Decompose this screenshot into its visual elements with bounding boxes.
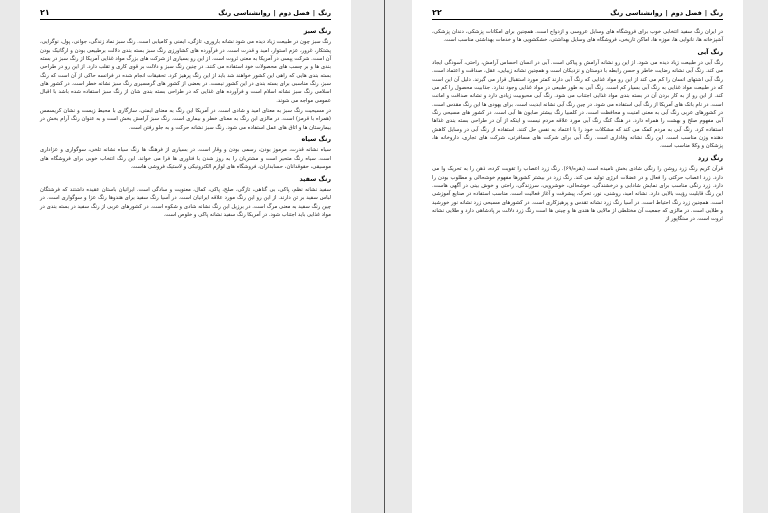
section-heading: رنگ سبز bbox=[303, 28, 331, 35]
page-gutter bbox=[384, 0, 385, 513]
running-head bbox=[40, 8, 331, 20]
running-head bbox=[432, 8, 723, 20]
header-book: روانشناسی رنگ bbox=[610, 9, 663, 17]
paragraph: سفید نشانه نظم، پاکی، بی گناهی، تازگی، صلح، پاکی، کمال، معنویت و سادگی است. ایرانیان باستان عقیده داشتند که فرشتگان لباس سفید بر تن دارند. از این رو این رنگ مورد علاقه ایرانیان است. در آسیا رنگ سفید برای هندوها رنگ عزا و سوگواری است. در چین رنگ سفید به معنی مرگ است. در برزیل این رنگ نشانه شادی و شکوه است. در کشورهای عربی از رنگ سفید در بسته بندی در مواد غذایی باید اجتناب شود. در آمریکا رنگ سفید نشانه پاکی و خلوص است. bbox=[40, 186, 331, 218]
header-section: رنگ bbox=[318, 9, 331, 17]
page-number: ۲۲ bbox=[432, 8, 442, 17]
paragraph: سیاه نشانه قدرت، مرموز بودن، رسمی بودن و وقار است. در بسیاری از فرهنگ ها رنگ سیاه نشانه تلخی، سوگواری و عزاداری است. سیاه رنگ متحیر است و مشتریان را به روز شدن با فناوری ها فرا می خواند. این رنگ انتخاب خوبی برای فروشگاه های موسیقی، حقوقدانان، حسابداران، فروشگاه های لوازم الکترونیکی و لاستیک فروشی هاست. bbox=[40, 147, 331, 171]
header-chapter: فصل دوم bbox=[278, 9, 310, 17]
left-page bbox=[20, 0, 351, 513]
paragraph: در مسیحیت رنگ سبز به معنای امید و شادی است. در آمریکا این رنگ به معنای ایمنی، سازگاری با محیط زیست و نشان کریسمس (همراه با قرمز) است. در مالزی این رنگ به معنای خطر و بیماری است. رنگ سبز آرامش بخش است و به عنوان رنگ آرام بخش در بیمارستان ها و اتاق های عمل استفاده می شود. رنگ سبز نشانه حرکت و به جلو رفتن است. bbox=[40, 108, 331, 131]
paragraph: قرآن کریم رنگ زرد روشن را رنگی شادی بخش نامیده است (بقره/۶۹). رنگ زرد اعصاب را تقویت کرده، ذهن را به تحریک وا می دارد. زرد اعصاب حرکتی را فعال و در عضلات انرژی تولید می کند. رنگ زرد در بیشتر کشورها مفهوم خوشحالی و مطلوب بودن را دارد. زرد رنگی مناسب برای نمایش شادابی و درخشندگی، خوشحالی، خوشرویی، سرزندگی، راحتی و خوش بینی در آگهی هاست. این رنگ قابلیت رؤیت بالایی دارد. نشانه امید، روشنی، نور، تحرک، پیشرفت و آغاز فعالیت است. مناسب استفاده در صنایع آموزشی است. همچنین زرد رنگ احتیاط است. در آسیا رنگ زرد نشانه تقدس و پرهیزکاری است. در کشورهای مسیحی زرد نشانه نور خورشید و طلایی است. در مالزی که جمعیت آن مختلطی از مالایی ها هندی ها و چینی ها است رنگ زرد دلالت بر پادشاهی دارد و طلایی نشانه ثروت است. در سنگاپور از bbox=[432, 166, 723, 223]
page-body bbox=[432, 28, 723, 224]
header-book: روانشناسی رنگ bbox=[218, 9, 271, 17]
section-heading: رنگ سفید bbox=[299, 175, 331, 183]
header-title: رنگ|فصل دوم|روانشناسی رنگ bbox=[610, 9, 723, 17]
header-chapter: فصل دوم bbox=[670, 9, 702, 17]
paragraph: رنگ سبز چون در طبیعت زیاد دیده می شود نشانه باروری، تازگی، ایمنی و کامیابی است. رنگ سبز نماد زندگی، جوانی، پول، نوگرایی، پشتکار، غرور، عزم استوار، امید و قدرت است. در فرآورده های کشاورزی رنگ سبز بسته بندی دلالت برطبیعی بودن و ارگانیک بودن آن است. شرکت پپسی در آمریکا به معنی ثروت است. از این رو بسیاری از شرکت های بزرگ مواد غذایی آمریکا از رنگ سبز در بسته بندی ها و بر چسب های محصولات خود استفاده می کنند. در چنین رنگ سبز و دلالت بر قوی کاری و تقلب دارد. از این رو در طراحی بسته بندی هایی که راهی این کشور خواهند شد باید از این رنگ پرهیز کرد. تحقیقات انجام شده در فرانسه حاکی از آن است که رنگ سبز، رنگ مناسبی برای بسته بندی در این کشور نیست. در بعضی از کشور های گرمسیری رنگ سبز نشانه خطر است. در کشور های اسلامی رنگ سبز نشانه اسلام است و فرآورده های غذایی که در طراحی بسته بندی شان از رنگ سبز استفاده شده باشد با اقبال عمومی مواجه می شوند. bbox=[40, 39, 331, 104]
paragraph: رنگ آبی در طبیعت زیاد دیده می شود. از این رو نشانه آرامش و پیاکی است. آبی در انسان احساس آرامش، راحتی، آسودگی ایجاد می کند. رنگ آبی نشانه رضایت خاطر و حسن رابطه با دوستان و نزدیکان است و همچنین نشانه زیبایی، عقل، صداقت و اعتماد است. رنگ آبی اشتهای انسان را کم می کند از این رو مواد غذایی که رنگ آبی دارند کمتر مورد استقبال قرار می گیرند. دلیل آن این است که در طبیعت مواد غذایی به رنگ آبی بسیار کم است. رنگ آبی به طور طبیعی در مواد غذایی وجود ندارد. جذابیت محصول را کم می کند. از این رو از به کار بردن آن در بسته بندی مواد غذایی اجتناب می شود. رنگ آبی محبوبیت زیادی دارد و نشانه صداقت و امانت است. در نام بانک های آمریکا از رنگ آبی استفاده می شود. در چین رنگ آبی نشانه ابدیت است. برای یهودی ها این رنگ مقدس است. در کشورهای عربی رنگ آبی به معنی امنیت و محافظت است. در کلمبیا رنگ بیشتر صابون ها آبی است. در کشور های مسیحی رنگ آبی مفهوم صلح و بهشت را همراه دارد. در هنگ کنگ رنگ آبی مورد علاقه مردم نیست و اینکه از آن در طراحی بسته بندی غذاها استفاده کرد. رنگ آبی به مردم کمک می کند که مشکلات خود را با اعتماد به نفس حل کنند. استفاده از رنگ آبی در وسایل کاهش دهنده وزن مناسب است. این رنگ نشانه وفاداری است. رنگ آبی برای شرکت های مسافرتی، شرکت های تجاری، داروخانه ها، پزشکان و وکلا مناسب است. bbox=[431, 60, 723, 150]
header-title: رنگ|فصل دوم|روانشناسی رنگ bbox=[218, 9, 331, 17]
section-heading: رنگ آبی bbox=[697, 48, 723, 56]
section-heading: رنگ زرد bbox=[697, 154, 723, 162]
paragraph: در ایران رنگ سفید انتخابی خوب برای فروشگاه های وسایل عروسی و ازدواج است. همچنین برای امکانات پزشکی، دندان پزشکی، آشپزخانه ها، نانوایی ها، موزه ها، اماکن تاریخی، فروشگاه های وسایل بهداشتی، خشکشویی ها و خدمات بهداشتی مناسب است. bbox=[432, 29, 723, 44]
header-section: رنگ bbox=[710, 9, 723, 17]
right-page bbox=[412, 0, 743, 513]
page-number: ۲۱ bbox=[40, 8, 50, 17]
page-body bbox=[40, 28, 331, 219]
section-heading: رنگ سیاه bbox=[301, 136, 331, 144]
